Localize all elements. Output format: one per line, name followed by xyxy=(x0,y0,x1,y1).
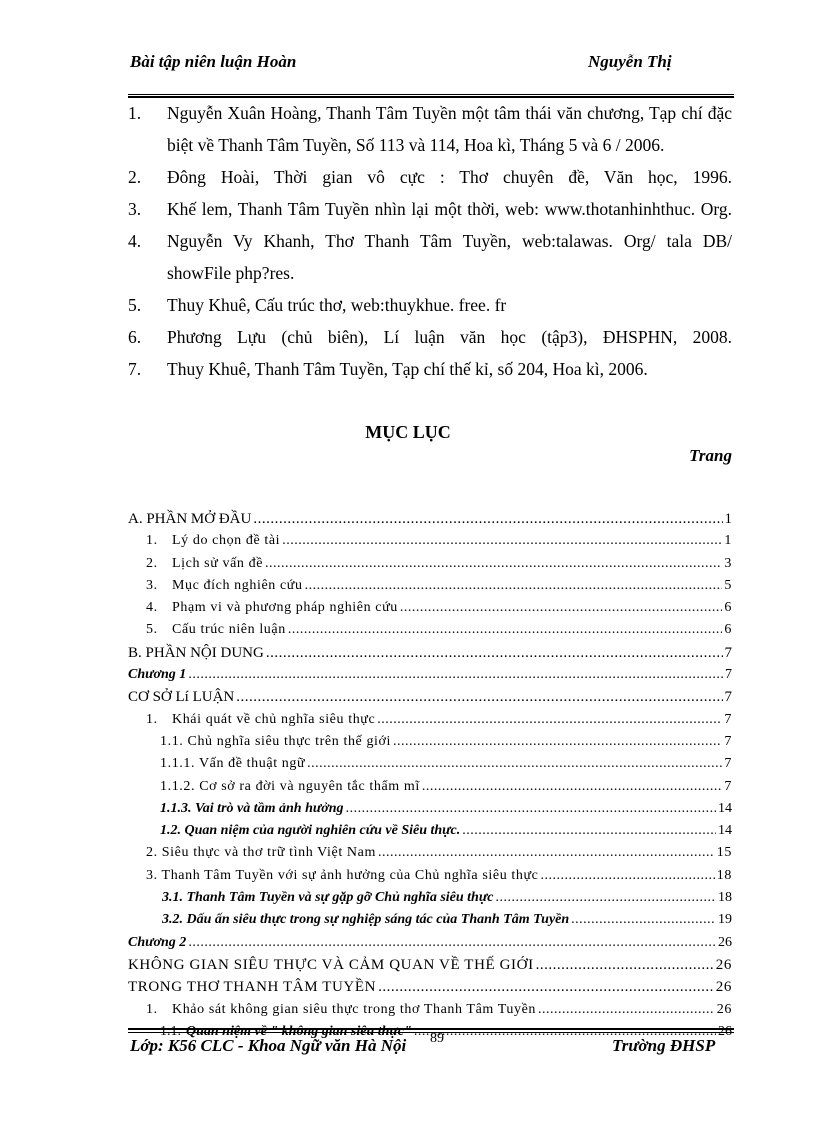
toc-entry xyxy=(128,865,732,887)
toc-entry xyxy=(128,909,732,931)
footer-class: Lớp: K56 CLC - Khoa Ngữ văn Hà Nội xyxy=(130,1036,407,1055)
reference-number: 5. xyxy=(128,295,142,315)
toc-entry xyxy=(128,820,732,842)
toc-entry xyxy=(128,575,732,597)
toc-title: MỤC LỤC xyxy=(365,422,451,442)
toc-leader xyxy=(305,575,723,597)
toc-entry-label: TRONG THƠ THANH TÂM TUYỀN xyxy=(128,979,377,996)
toc-entry xyxy=(128,709,732,731)
toc-entry-page: 18 xyxy=(716,867,732,883)
toc-entry-label: Chương 1 xyxy=(128,667,187,683)
toc-entry-page: 26 xyxy=(715,956,732,973)
toc-leader xyxy=(377,709,722,731)
toc-entry-label: Khái quát về chủ nghĩa siêu thực xyxy=(172,711,376,727)
toc-entry xyxy=(128,664,732,686)
toc-entry-page: 7 xyxy=(724,644,732,661)
reference-list xyxy=(128,97,732,385)
toc-entry-page: 1 xyxy=(724,511,732,527)
toc-entry-label: Khảo sát không gian siêu thực trong thơ Thanh Tâm Tuyền xyxy=(172,1001,537,1017)
reference-text: Thuy Khuê, Thanh Tâm Tuyền, Tạp chí thế kỉ, số 204, Hoa kì, 2006. xyxy=(167,359,648,379)
footer-school: Trường ĐHSP xyxy=(612,1036,716,1055)
reference-number: 7. xyxy=(128,359,142,379)
reference-text: Khế lem, Thanh Tâm Tuyền nhìn lại một thời, web: www.thotanhinhthuc. Org. xyxy=(167,199,732,219)
toc-entry-label: Cấu trúc niên luận xyxy=(172,622,286,638)
toc-entry-number: 5. xyxy=(146,622,158,638)
table-of-contents xyxy=(128,508,732,1043)
toc-entry-label: 3. Thanh Tâm Tuyền với sự ảnh hưởng của Chủ nghĩa siêu thực xyxy=(146,867,539,883)
toc-entry-page: 14 xyxy=(718,800,732,816)
reference-number: 2. xyxy=(128,167,142,187)
toc-entry-page: 26 xyxy=(718,934,732,950)
toc-entry xyxy=(128,887,732,909)
toc-leader xyxy=(265,553,722,575)
toc-entry-label: 1.1.3. Vai trò và tầm ảnh hưởng xyxy=(160,800,344,816)
toc-entry-label: 3.1. Thanh Tâm Tuyền và sự gặp gỡ Chủ nghĩa siêu thực xyxy=(162,890,494,906)
toc-entry xyxy=(128,686,732,708)
reference-text: Nguyễn Xuân Hoàng, Thanh Tâm Tuyền một tâm thái văn chương, Tạp chí đặc biệt về Thanh Tâm Tuyền, Số 113 và 114, Hoa kì, Tháng 5 và 6 / 2006. xyxy=(167,103,732,155)
toc-entry-page: 14 xyxy=(718,823,732,839)
toc-entry-label: A. PHẦN MỞ ĐẦU xyxy=(128,511,252,527)
toc-entry xyxy=(128,776,732,798)
toc-entry xyxy=(128,842,732,864)
toc-leader xyxy=(307,753,722,775)
reference-text: Đông Hoài, Thời gian vô cực : Thơ chuyên đề, Văn học, 1996. xyxy=(167,167,732,187)
toc-leader xyxy=(288,619,723,641)
toc-entry-label: 1.1.1. Vấn đề thuật ngữ xyxy=(160,756,306,772)
header-rule xyxy=(128,94,734,95)
toc-entry-number: 1. xyxy=(146,533,158,549)
toc-entry-page: 1 xyxy=(724,533,732,549)
toc-entry xyxy=(128,932,732,954)
toc-entry-number: 2. xyxy=(146,555,158,571)
reference-number: 6. xyxy=(128,327,142,347)
toc-leader xyxy=(266,642,723,664)
toc-leader xyxy=(378,842,715,864)
reference-item xyxy=(128,97,732,161)
toc-entry-label: B. PHẦN NỘI DUNG xyxy=(128,644,264,661)
toc-entry xyxy=(128,619,732,641)
toc-leader xyxy=(495,887,716,909)
toc-leader xyxy=(282,530,722,552)
reference-item xyxy=(128,225,732,289)
toc-entry xyxy=(128,999,732,1021)
toc-entry xyxy=(128,553,732,575)
toc-leader xyxy=(536,954,714,976)
reference-number: 3. xyxy=(128,199,142,219)
toc-entry-page: 15 xyxy=(716,845,732,861)
toc-entry-number: 1. xyxy=(146,1001,158,1017)
toc-leader xyxy=(378,976,714,998)
toc-entry-page: 5 xyxy=(724,577,732,593)
toc-leader xyxy=(462,820,716,842)
toc-leader xyxy=(346,798,716,820)
toc-entry xyxy=(128,597,732,619)
toc-entry-page: 7 xyxy=(724,756,732,772)
toc-entry-page: 7 xyxy=(724,733,732,749)
toc-entry xyxy=(128,508,732,530)
page-number: 89 xyxy=(430,1031,444,1046)
toc-entry xyxy=(128,731,732,753)
reference-item xyxy=(128,321,732,353)
reference-text: Nguyễn Vy Khanh, Thơ Thanh Tâm Tuyền, web:talawas. Org/ tala DB/ showFile php?res. xyxy=(167,231,732,283)
reference-text: Thuy Khuê, Cấu trúc thơ, web:thuykhue. free. fr xyxy=(167,295,507,315)
toc-leader xyxy=(400,597,722,619)
reference-item xyxy=(128,289,732,321)
toc-entry xyxy=(128,642,732,664)
toc-entry xyxy=(128,954,732,976)
reference-item xyxy=(128,353,732,385)
toc-entry-page: 7 xyxy=(725,667,732,683)
toc-entry-label: 2. Siêu thực và thơ trữ tình Việt Nam xyxy=(146,845,376,861)
toc-entry-label: 1.1.2. Cơ sở ra đời và nguyên tắc thẩm mĩ xyxy=(160,778,420,794)
toc-entry xyxy=(128,530,732,552)
toc-entry xyxy=(128,976,732,998)
reference-item xyxy=(128,193,732,225)
toc-leader xyxy=(540,865,714,887)
toc-entry-number: 4. xyxy=(146,600,158,616)
toc-leader xyxy=(236,686,722,708)
toc-entry xyxy=(128,753,732,775)
toc-entry-page: 26 xyxy=(716,1001,732,1017)
toc-leader xyxy=(188,664,723,686)
toc-entry-label: 1.2. Quan niệm của người nghiên cứu về Siêu thực. xyxy=(160,823,461,839)
toc-leader xyxy=(538,999,715,1021)
toc-entry-label: CƠ SỞ Lí LUẬN xyxy=(128,689,235,706)
toc-entry-page: 7 xyxy=(724,689,732,706)
toc-entry-page: 18 xyxy=(718,890,732,906)
toc-leader xyxy=(188,932,716,954)
toc-entry-page: 6 xyxy=(724,600,732,616)
toc-entry-page: 7 xyxy=(724,778,732,794)
toc-entry-page: 6 xyxy=(724,622,732,638)
toc-entry-label: Lý do chọn đề tài xyxy=(172,533,281,549)
toc-entry-number: 1. xyxy=(146,711,158,727)
toc-entry-page: 19 xyxy=(718,912,732,928)
toc-leader xyxy=(571,909,716,931)
toc-leader xyxy=(422,776,723,798)
toc-entry-label: 3.2. Dấu ấn siêu thực trong sự nghiệp sáng tác của Thanh Tâm Tuyền xyxy=(162,912,570,928)
header-author: Nguyễn Thị xyxy=(588,52,672,71)
toc-entry-label: 1.1. Chủ nghĩa siêu thực trên thế giới xyxy=(160,733,392,749)
reference-number: 4. xyxy=(128,231,142,251)
toc-entry-number: 3. xyxy=(146,577,158,593)
toc-entry-label: Phạm vi và phương pháp nghiên cứu xyxy=(172,600,398,616)
toc-entry-page: 3 xyxy=(724,555,732,571)
footer-rule-thick xyxy=(128,1028,734,1030)
toc-entry-page: 26 xyxy=(715,979,732,996)
toc-entry-label: Chương 2 xyxy=(128,934,187,950)
toc-leader xyxy=(253,508,722,530)
toc-page-column-label: Trang xyxy=(689,446,732,465)
header-title: Bài tập niên luận Hoàn xyxy=(130,52,297,71)
toc-entry xyxy=(128,798,732,820)
reference-text: Phương Lựu (chủ biên), Lí luận văn học (tập3), ĐHSPHN, 2008. xyxy=(167,327,732,347)
toc-entry-label: Lịch sử vấn đề xyxy=(172,555,264,571)
toc-entry-page: 7 xyxy=(724,711,732,727)
reference-number: 1. xyxy=(128,103,142,123)
toc-entry-label: KHÔNG GIAN SIÊU THỰC VÀ CẢM QUAN VỀ THẾ GIỚI xyxy=(128,956,534,973)
toc-leader xyxy=(393,731,722,753)
reference-item xyxy=(128,161,732,193)
toc-entry-label: Mục đích nghiên cứu xyxy=(172,577,303,593)
